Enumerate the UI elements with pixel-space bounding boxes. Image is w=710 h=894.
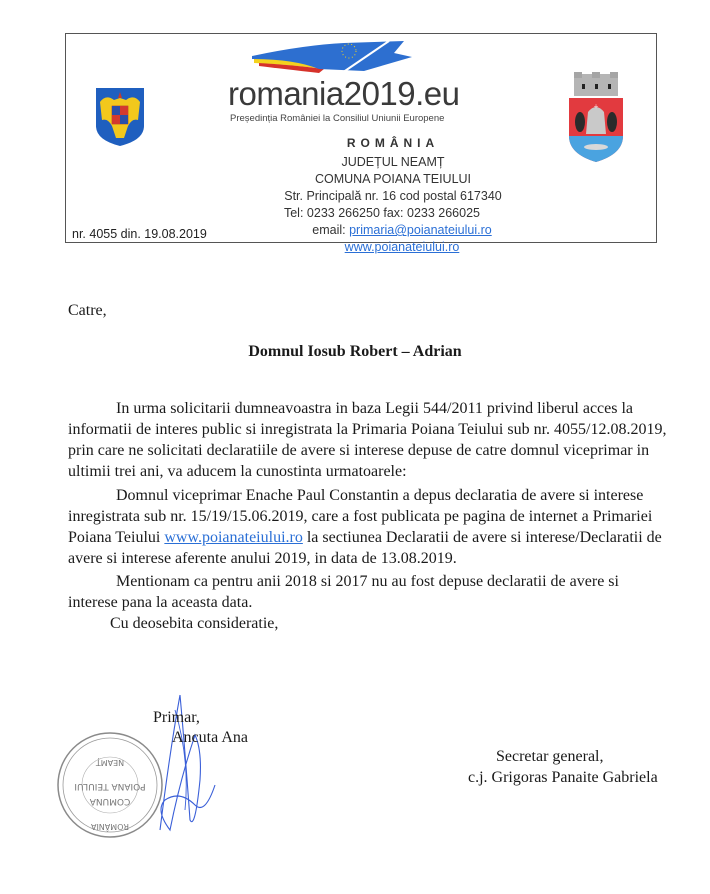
eu-presidency-flag-wave-icon bbox=[224, 39, 424, 77]
svg-text:NEAMȚ: NEAMȚ bbox=[95, 758, 125, 767]
declaration-website-link[interactable]: www.poianateiului.ro bbox=[164, 529, 303, 546]
svg-text:+: + bbox=[593, 102, 599, 111]
brand-tagline: Președinția României la Consiliul Uniunii Europene bbox=[230, 113, 445, 124]
poiana-teiului-coat-of-arms-icon bbox=[566, 72, 626, 167]
secretary-title: Secretar general, bbox=[496, 748, 604, 765]
closing: Cu deosebita consideratie, bbox=[110, 615, 279, 632]
paragraph-declaration-text-end: la sectiunea Declaratii de avere si interese/Declaratii de avere si interese aferente anului 2019, in data de 13.08.2019. bbox=[68, 529, 662, 567]
secretary-name: c.j. Grigoras Panaite Gabriela bbox=[468, 769, 658, 786]
svg-text:POIANA TEIULUI: POIANA TEIULUI bbox=[74, 781, 146, 791]
recipient-name: Domnul Iosub Robert – Adrian bbox=[248, 343, 462, 360]
paragraph-mention: Mentionam ca pentru anii 2018 si 2017 nu au fost depuse declaratii de avere si interese pana la aceasta data. bbox=[68, 573, 619, 611]
mayor-name: Ancuta Ana bbox=[172, 729, 248, 746]
letterhead bbox=[65, 33, 657, 254]
website-line bbox=[66, 241, 658, 254]
paragraph-declaration bbox=[68, 485, 678, 569]
country-heading: ROMÂNIA bbox=[346, 136, 440, 150]
svg-text:ROMÂNIA: ROMÂNIA bbox=[90, 822, 130, 831]
commune-line: COMUNA POIANA TEIULUI bbox=[314, 172, 472, 186]
brand-logo-text: romania2019.eu bbox=[228, 75, 460, 112]
county-line: JUDEȚUL NEAMȚ bbox=[341, 155, 445, 169]
paragraph-request: In urma solicitarii dumneavoastra in baza Legii 544/2011 privind liberul acces la informatii de interes public si inregistrata la Primaria Poiana Teiului sub nr. 4055/12.08.2019, prin care ne solicitati declaratiile de avere si interese depuse de catre domnul viceprimar in ultimii trei ani, va aducem la cunostinta urmatoarele: bbox=[68, 400, 667, 480]
phone-fax-line: Tel: 0233 266250 fax: 0233 266025 bbox=[283, 206, 480, 220]
paragraph-declaration-text: Domnul viceprimar Enache Paul Constantin a depus declaratia de avere si interese inregistrata sub nr. 15/19/15.06.2019, care a fost publicata pe pagina de internet a Primariei Poiana Teiului bbox=[68, 487, 653, 546]
website-link[interactable]: www.poianateiului.ro bbox=[344, 240, 460, 254]
svg-text:COMUNA: COMUNA bbox=[89, 796, 131, 806]
email-link[interactable]: primaria@poianateiului.ro bbox=[349, 223, 492, 237]
salutation: Catre, bbox=[68, 302, 107, 319]
registration-number: nr. 4055 din. 19.08.2019 bbox=[72, 227, 207, 241]
mayor-title: Primar, bbox=[153, 709, 200, 726]
address-line: Str. Principală nr. 16 cod postal 617340 bbox=[284, 189, 502, 203]
email-label: email: bbox=[312, 223, 350, 237]
